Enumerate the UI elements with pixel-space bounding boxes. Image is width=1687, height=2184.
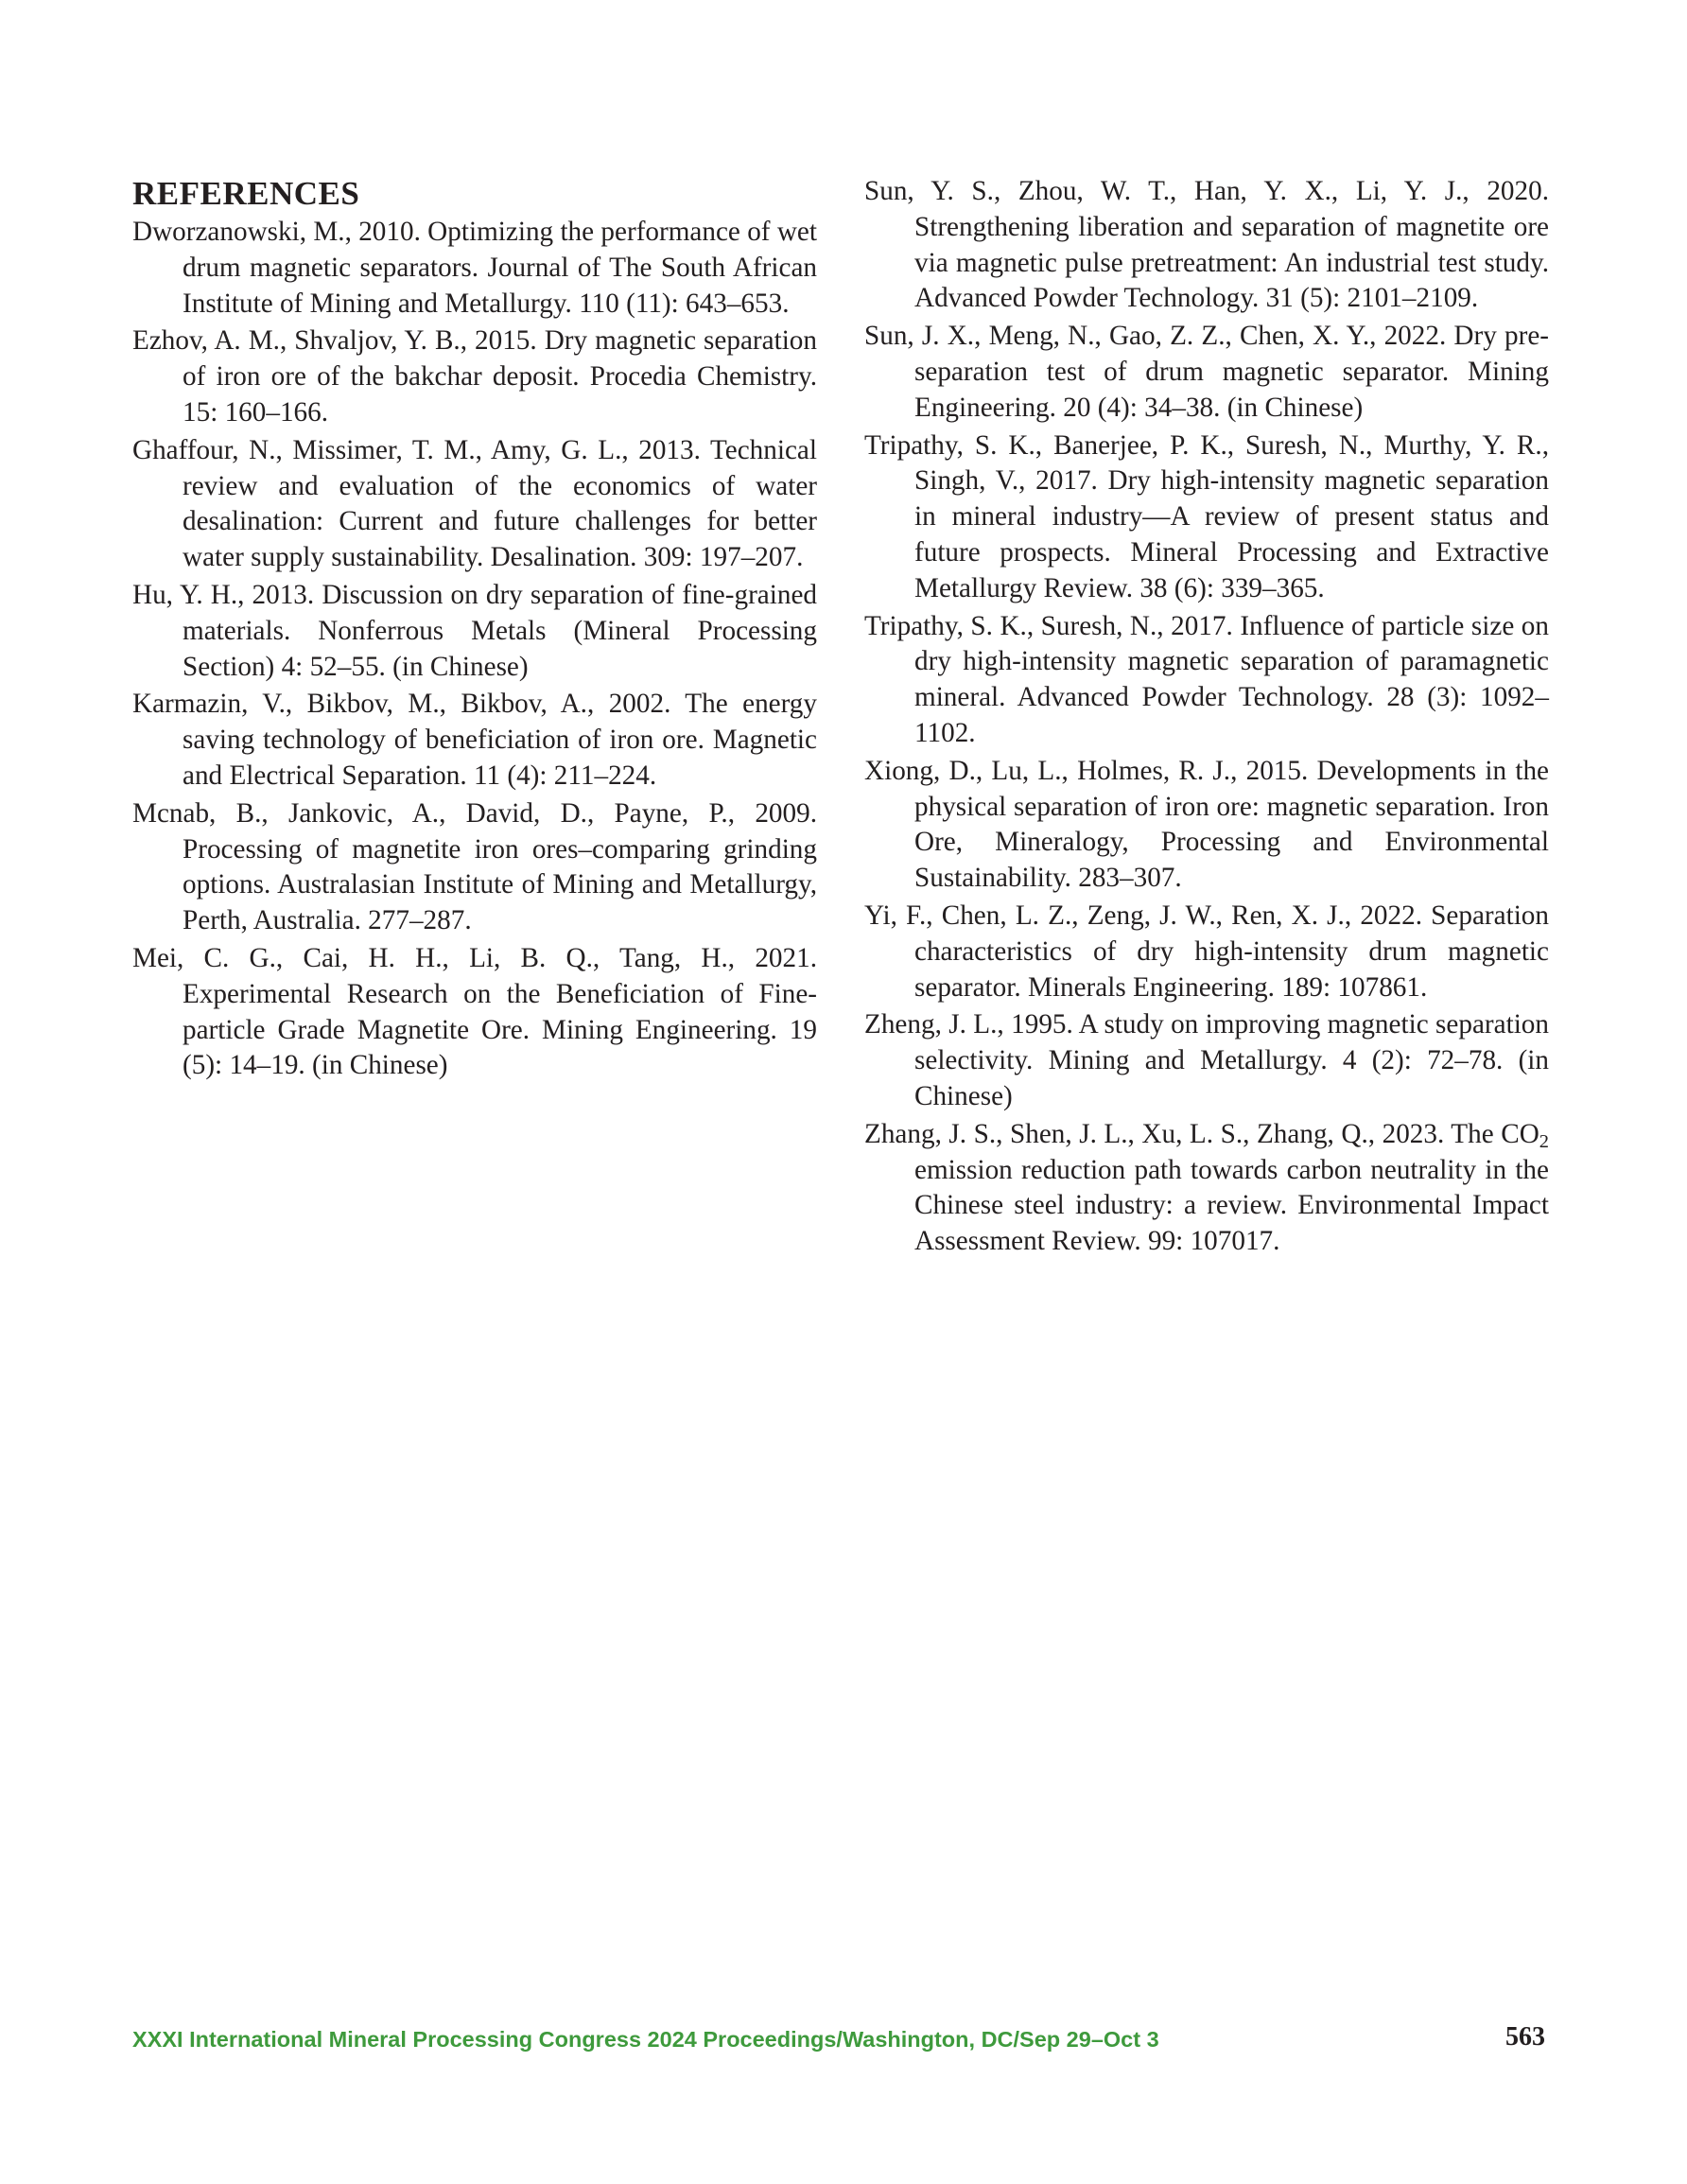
reference-item: Mcnab, B., Jankovic, A., David, D., Payne, P., 2009. Processing of magnetite iron ores–comparing grinding options. Australasian Institute of Mining and Metallurgy, Perth, Australia. 277–287. <box>132 797 817 936</box>
reference-text-after-subscript: emission reduction path towards carbon neutrality in the Chinese steel industry: a review. Environmental Impact Assessment Review. 99: 107017. <box>914 1154 1549 1257</box>
reference-item: Dworzanowski, M., 2010. Optimizing the performance of wet drum magnetic separators. Journal of The South African Institute of Mining and Metallurgy. 110 (11): 643–653. <box>132 217 817 319</box>
reference-item <box>864 1117 1549 1260</box>
proceedings-footer: XXXI International Mineral Processing Congress 2024 Proceedings/Washington, DC/Sep 29–Oct 3 <box>132 2027 1159 2052</box>
reference-item: Ghaffour, N., Missimer, T. M., Amy, G. L., 2013. Technical review and evaluation of the economics of water desalination: Current and future challenges for better water supply sustainability. Desalination. 309: 197–207. <box>132 434 817 573</box>
page-number: 563 <box>1505 2022 1545 2052</box>
subscript-two: 2 <box>1539 1130 1549 1152</box>
reference-item: Karmazin, V., Bikbov, M., Bikbov, A., 2002. The energy saving technology of beneficiation of iron ore. Magnetic and Electrical Separation. 11 (4): 211–224. <box>132 689 817 791</box>
section-title: REFERENCES <box>132 175 360 212</box>
reference-item: Sun, Y. S., Zhou, W. T., Han, Y. X., Li, Y. J., 2020. Strengthening liberation and separation of magnetite ore via magnetic pulse pretreatment: An industrial test study. Advanced Powder Technology. 31 (5): 2101–2109. <box>864 176 1549 314</box>
reference-text-before-subscript: Zhang, J. S., Shen, J. L., Xu, L. S., Zhang, Q., 2023. The CO <box>864 1118 1539 1149</box>
reference-item: Mei, C. G., Cai, H. H., Li, B. Q., Tang, H., 2021. Experimental Research on the Beneficiation of Fine-particle Grade Magnetite Ore. Mining Engineering. 19 (5): 14–19. (in Chinese) <box>132 942 817 1081</box>
reference-item: Yi, F., Chen, L. Z., Zeng, J. W., Ren, X. J., 2022. Separation characteristics of dry high-intensity drum magnetic separator. Minerals Engineering. 189: 107861. <box>864 900 1549 1003</box>
reference-item: Sun, J. X., Meng, N., Gao, Z. Z., Chen, X. Y., 2022. Dry pre-separation test of drum magnetic separator. Mining Engineering. 20 (4): 34–38. (in Chinese) <box>864 321 1549 423</box>
right-column <box>864 174 1549 1262</box>
reference-item: Xiong, D., Lu, L., Holmes, R. J., 2015. Developments in the physical separation of iron ore: magnetic separation. Iron Ore, Mineralogy, Processing and Environmental Sustainability. 283–307. <box>864 755 1549 894</box>
right-reference-list <box>864 174 1549 1260</box>
left-reference-list <box>132 215 817 1084</box>
reference-item: Hu, Y. H., 2013. Discussion on dry separation of fine-grained materials. Nonferrous Metals (Mineral Processing Section) 4: 52–55. (in Chinese) <box>132 579 817 682</box>
left-column <box>132 175 817 1086</box>
reference-item: Tripathy, S. K., Suresh, N., 2017. Influence of particle size on dry high-intensity magnetic separation of paramagnetic mineral. Advanced Powder Technology. 28 (3): 1092–1102. <box>864 610 1549 748</box>
reference-item: Tripathy, S. K., Banerjee, P. K., Suresh, N., Murthy, Y. R., Singh, V., 2017. Dry high-intensity magnetic separation in mineral industry—A review of present status and future prospects. Mineral Processing and Extractive Metallurgy Review. 38 (6): 339–365. <box>864 429 1549 603</box>
reference-item: Zheng, J. L., 1995. A study on improving magnetic separation selectivity. Mining and Metallurgy. 4 (2): 72–78. (in Chinese) <box>864 1009 1549 1111</box>
reference-item: Ezhov, A. M., Shvaljov, Y. B., 2015. Dry magnetic separation of iron ore of the bakchar deposit. Procedia Chemistry. 15: 160–166. <box>132 325 817 428</box>
